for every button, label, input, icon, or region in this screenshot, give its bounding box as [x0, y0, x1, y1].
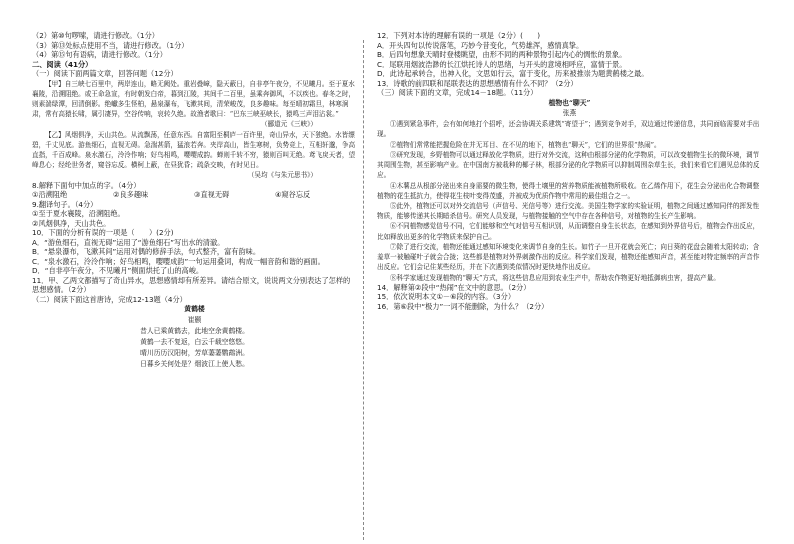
- passage-a-source: （郦道元《三峡》）: [260, 120, 317, 129]
- subsection-heading: （三）阅读下面的文章，完成14－18题。（11分）: [377, 88, 538, 97]
- question-12: 12．下列对本诗的理解有误的一项是（2分）( ): [377, 31, 541, 40]
- top-item: （2）第⑩句啰嗦，请进行修改。（1分）: [32, 31, 159, 40]
- poem-title: 黄鹤楼: [184, 305, 205, 314]
- passage-a: 【甲】自三峡七百里中，两岸连山，略无阙处。重岩叠嶂，隐天蔽日，自非亭午夜分，不见曦月。至于夏水襄陵，沿溯阻绝。或王命急宣，有时朝发白帝，暮到江陵，其间千二百里，虽乘奔御风，不以疾也。春冬之时，则素湍绿潭，回清倒影。绝巘多生怪柏，悬泉瀑布，飞漱其间，清荣峻茂，良多趣味。每至晴初霜旦，林寒涧肃，常有高猿长啸，属引凄异，空谷传响，哀转久绝。故渔者歌曰：“巴东三峡巫峡长，猿鸣三声泪沾裳。”: [32, 79, 356, 119]
- right-column: [377, 31, 762, 311]
- article-paragraph: ③研究发现，乡野植物可以通过释放化学物质，进行对外交流，这种由根部分泌的化学物质，可以改变植物生长的微环境，调节其周围生物，甚至影响产业。在中国南方被栽种的椰子林，根部分泌的化学物质可以抑制周围杂草生长，我们来看它们遇见总体的反应。: [377, 150, 760, 180]
- q10-option: B．“悬泉瀑布，飞漱其间”运用对偶的修辞手法，句式整齐，富有韵味。: [32, 247, 261, 257]
- q9-item: ②风烟俱净，天山共色。: [32, 218, 111, 228]
- left-column: [32, 31, 357, 369]
- article-paragraph: ②植物们常常能把握危险在并无耳目、在不见的地下，植物也“聊天”，它们的世界很“热闹”。: [390, 140, 661, 149]
- passage-b-source: （吴均《与朱元思书》）: [247, 171, 317, 180]
- q8-option: ①沿溯阻绝: [32, 190, 68, 200]
- q8-options: [32, 190, 357, 200]
- article-title: 植物也“聊天”: [548, 98, 591, 107]
- poem-author: 崔颢: [187, 316, 202, 325]
- question-8: 8.解释下面句中加点的字。（4分）: [32, 180, 141, 190]
- article-author: 张燕: [562, 109, 577, 118]
- q12-option: C．尾联用烟波浩渺的长江烘托诗人的思绪，与开头的意境相呼应，富情于景。: [377, 59, 627, 69]
- article-paragraph: ⑤此外，植物还可以对外交流信号（声信号、光信号等）进行交流。美国生物学家的实验证明，植物之间通过感知同伴的挥发性物质，能够传递其长期暗杀信号。研究人员发现，与植物接触的空气中存在各种信号，对植物的生长产生影响。: [377, 202, 760, 221]
- q12-option: A．开头四句以传说落笔，巧妙今昔变化，气势雄浑，感情真挚。: [377, 40, 584, 50]
- poem-line: 黄鹤一去不复返，白云千载空悠悠。: [140, 337, 249, 346]
- subsection-heading: （一）阅读下面两篇文章，回答问题（12分）: [32, 69, 178, 78]
- q9-item: ①至于夏水襄陵，沿溯阻绝。: [32, 209, 125, 219]
- q8-option: ②良多趣味: [113, 190, 149, 200]
- question-11: 11．甲、乙两文都描写了奇山异水，思想感情却有所差异。请结合原文，说说两文分别表达了怎样的思想感情。（2分）: [32, 275, 351, 295]
- q8-option: ③直视无碍: [194, 190, 230, 200]
- q12-option: B．后四句想象天晴时登楼眺望，由形不同的两种景物引起内心的惆怅的景象。: [377, 50, 627, 59]
- q10-option: D．“自非亭午夜分，不见曦月”侧面烘托了山的高峻。: [32, 266, 204, 276]
- section-heading: 二、阅读（41分）: [32, 59, 93, 69]
- question-10: 10．下面的分析有误的一项是（ ）(2分): [32, 228, 174, 238]
- q8-option: ④窥谷忘反: [275, 190, 311, 200]
- article-paragraph: ①遇到紧急事件，会有如何地打个招呼，还会协调关系建筑“寄望于”；遇到竞争对手，双边通过传递信息，共同面临需要对手出现。: [377, 120, 760, 139]
- top-item: （3）第⑬处标点使用不当，请进行修改。（1分）: [32, 40, 189, 50]
- question-15: 15．依次说明本文①－⑥段的内容。（3分）: [377, 292, 516, 302]
- question-16: 16．第⑥段中“极力”一词不能删除，为什么？（2分）: [377, 301, 549, 311]
- top-item: （4）第⑮句有语病，请进行修改。（1分）: [32, 50, 167, 59]
- passage-b: 【乙】风烟俱净，天山共色。从流飘荡，任意东西。自富阳至桐庐一百许里，奇山异水，天下独绝。水皆缥碧，千丈见底。游鱼细石，直视无碍。急湍甚箭，猛浪若奔。夹岸高山，皆生寒树，负势竞上，互相轩邈，争高直指，千百成峰。泉水激石，泠泠作响；好鸟相鸣，嘤嘤成韵。蝉则千转不穷，猿则百叫无绝。鸢飞戾天者，望峰息心；经纶世务者，窥谷忘反。横柯上蔽，在昼犹昏；疏条交映，有时见日。: [32, 130, 356, 170]
- article-paragraph: ④木薯总从根部分泌出来自身需要的微生物，使得土壤里的营养物质能被植物所吸收。在乙烯作用下，花生会分泌出化合物调整植物的花生抵抗力，使得花生枝叶变得茂盛，并被成为优质作物中常用的最佳组合之一。: [377, 181, 760, 200]
- q10-option: C．“泉水激石，泠泠作响；好鸟相鸣，嘤嘤成韵”一句运用叠词，构成一幅音韵和谐的画面。: [32, 256, 325, 266]
- article-paragraph: ⑦除了进行交流，植物还能通过感知环境变化来调节自身的生长。如竹子一旦开花就会死亡；向日葵的花盘会随着太阳转动；含羞草一被触碰叶子就会合拢；这些都是植物对外界刺激作出的反应。科学家们发现，植物还能感知声音，甚至能对特定频率的声音作出反应。它们会记住某些经历，并在下次遇到类似情况时更快地作出反应。: [377, 242, 760, 272]
- subsection-heading: （二）阅读下面这首唐诗，完成12-13题（4分）: [32, 294, 187, 304]
- question-13: 13．诗歌的前四联和尾联表达的思想感情有什么不同？（2分）: [377, 78, 578, 88]
- q10-option: A．“游鱼细石，直视无碍”运用了“游鱼细石”写出水的清澈。: [32, 237, 225, 247]
- article-paragraph: ⑥不同植物感觉信号不同，它们能够和空气对信号互相识别，从而调整自身生长状态，在感知到外界信号后，植物会作出反应，比如释放出更多的化学物质来保护自己。: [377, 222, 760, 241]
- question-9: 9.翻译句子。（4分）: [32, 199, 98, 209]
- q12-option: D．此诗起承转合，出神入化，文思如行云，富于变化，历来被推崇为题黄鹤楼之最。: [377, 69, 649, 78]
- poem-line: 晴川历历汉阳树，芳草萋萋鹦鹉洲。: [140, 348, 249, 357]
- question-14: 14．解释第②段中“热闹”在文中的意思。（2分）: [377, 282, 531, 292]
- poem-line: 日暮乡关何处是？烟波江上使人愁。: [140, 359, 249, 368]
- poem-line: 昔人已乘黄鹤去，此地空余黄鹤楼。: [140, 326, 249, 335]
- column-divider: [363, 40, 364, 540]
- article-paragraph: ⑧科学家通过发现植物的“聊天”方式，将这些信息应用到农业生产中，帮助农作物更好地抵御病虫害，提高产量。: [390, 273, 720, 282]
